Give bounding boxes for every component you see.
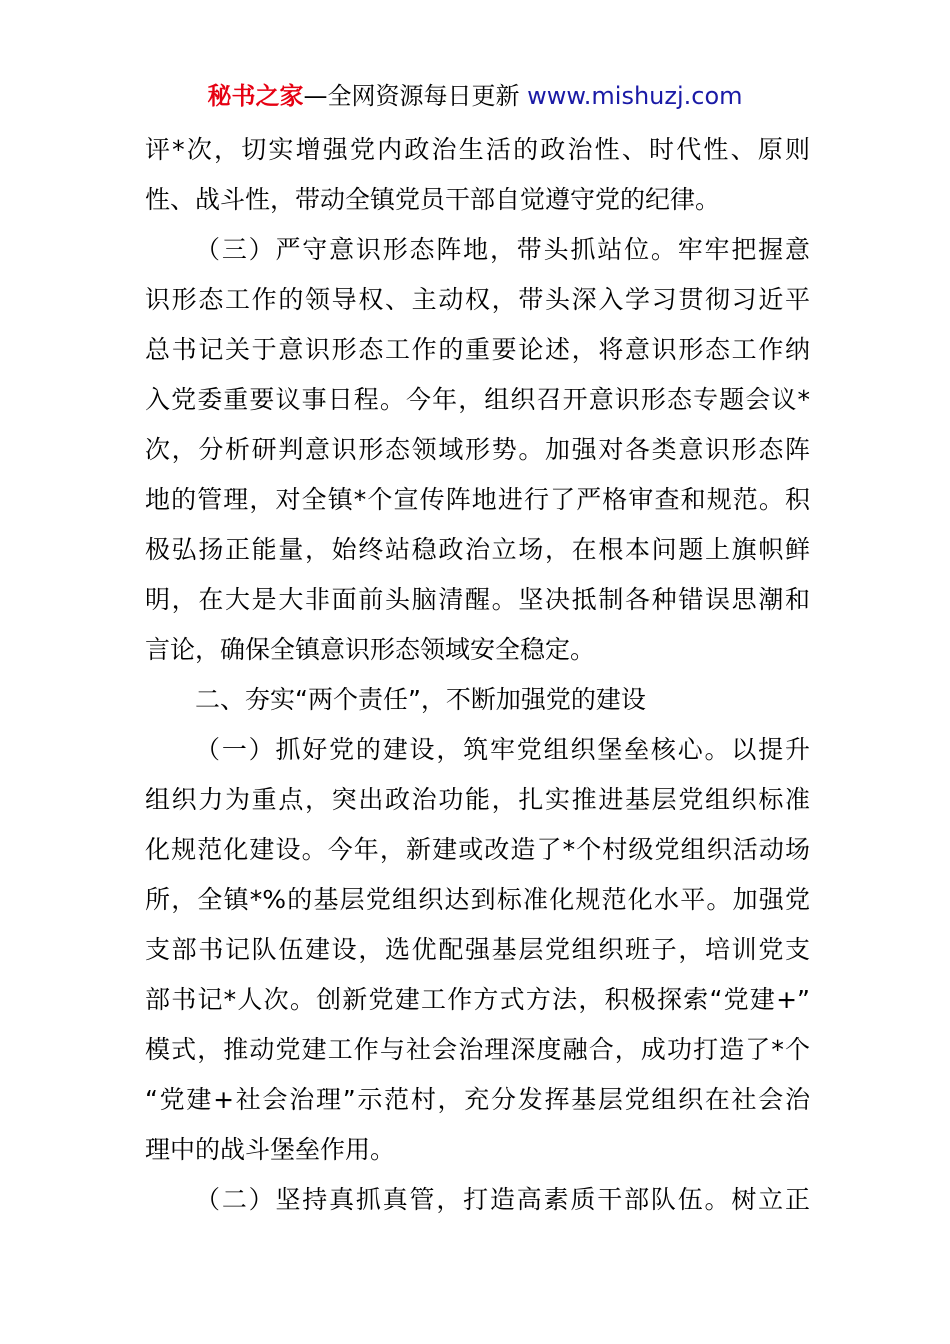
text-line: （三）严守意识形态阵地，带头抓站位。牢牢把握意	[195, 235, 810, 264]
text-line: 模式，推动党建工作与社会治理深度融合，成功打造了*个	[145, 1035, 810, 1064]
text-line: 总书记关于意识形态工作的重要论述，将意识形态工作纳	[145, 335, 810, 364]
text-line: “党建+社会治理”示范村，充分发挥基层党组织在社会治	[145, 1085, 810, 1114]
page-header	[0, 80, 950, 112]
text-line: 入党委重要议事日程。今年，组织召开意识形态专题会议*	[145, 385, 810, 414]
text-line: 识形态工作的领导权、主动权，带头深入学习贯彻习近平	[145, 285, 810, 314]
text-line: 言论，确保全镇意识形态领域安全稳定。	[145, 635, 596, 664]
text-line: （一）抓好党的建设，筑牢党组织堡垒核心。以提升	[195, 735, 810, 764]
document-body	[145, 125, 810, 1225]
text-line: 部书记*人次。创新党建工作方式方法，积极探索“党建+”	[145, 985, 810, 1014]
text-line: 次，分析研判意识形态领域形势。加强对各类意识形态阵	[145, 435, 810, 464]
text-line: 极弘扬正能量，始终站稳政治立场，在根本问题上旗帜鲜	[145, 535, 810, 564]
header-slogan: —全网资源每日更新	[303, 82, 528, 110]
text-line: 组织力为重点，突出政治功能，扎实推进基层党组织标准	[145, 785, 810, 814]
text-line: 理中的战斗堡垒作用。	[145, 1135, 396, 1164]
text-line: 所，全镇*%的基层党组织达到标准化规范化水平。加强党	[145, 885, 810, 914]
text-line: 二、夯实“两个责任”，不断加强党的建设	[195, 685, 646, 714]
text-line: 化规范化建设。今年，新建或改造了*个村级党组织活动场	[145, 835, 810, 864]
text-line: （二）坚持真抓真管，打造高素质干部队伍。树立正	[195, 1185, 810, 1214]
header-url-link[interactable]: www.mishuzj.com	[527, 82, 743, 110]
text-line: 地的管理，对全镇*个宣传阵地进行了严格审查和规范。积	[145, 485, 810, 514]
text-line: 评*次，切实增强党内政治生活的政治性、时代性、原则	[145, 135, 810, 164]
text-line: 明，在大是大非面前头脑清醒。坚决抵制各种错误思潮和	[145, 585, 810, 614]
brand-name: 秘书之家	[207, 82, 304, 110]
text-line: 性、战斗性，带动全镇党员干部自觉遵守党的纪律。	[145, 185, 721, 214]
text-line: 支部书记队伍建设，选优配强基层党组织班子，培训党支	[145, 935, 810, 964]
